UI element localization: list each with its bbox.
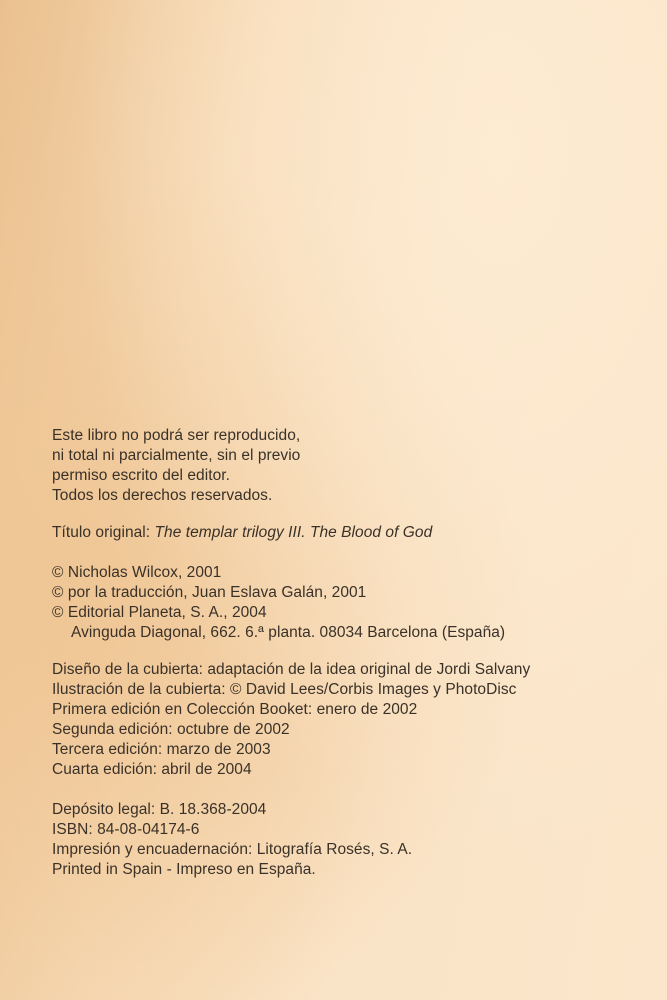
legal-info [52,800,612,880]
credit-line: Diseño de la cubierta: adaptación de la idea original de Jordi Salvany [52,661,531,678]
rights-line: permiso escrito del editor. [52,467,230,484]
copyright-line: © por la traducción, Juan Eslava Galán, 2001 [52,584,367,601]
credit-line: Primera edición en Colección Booket: enero de 2002 [52,701,418,718]
copyright-notices [52,563,612,643]
original-title-line [52,523,612,543]
edition-credits [52,660,612,780]
legal-line: Printed in Spain - Impreso en España. [52,861,316,878]
rights-line: Este libro no podrá ser reproducido, [52,427,301,444]
legal-line: Impresión y encuadernación: Litografía Rosés, S. A. [52,841,413,858]
rights-line: ni total ni parcialmente, sin el previo [52,447,301,464]
original-title [52,523,612,543]
credit-line: Tercera edición: marzo de 2003 [52,741,271,758]
credit-line: Ilustración de la cubierta: © David Lees/Corbis Images y PhotoDisc [52,681,517,698]
original-title-label: Título original: [52,524,155,541]
credit-line: Cuarta edición: abril de 2004 [52,761,252,778]
legal-line: Depósito legal: B. 18.368-2004 [52,801,267,818]
rights-line: Todos los derechos reservados. [52,487,273,504]
copyright-line: © Nicholas Wilcox, 2001 [52,564,222,581]
rights-notice [52,426,612,506]
legal-line: ISBN: 84-08-04174-6 [52,821,200,838]
credit-line: Segunda edición: octubre de 2002 [52,721,290,738]
original-title-text: The templar trilogy III. The Blood of God [154,524,433,541]
copyright-line: © Editorial Planeta, S. A., 2004 [52,604,267,621]
publisher-address: Avinguda Diagonal, 662. 6.ª planta. 08034 Barcelona (España) [71,624,506,641]
